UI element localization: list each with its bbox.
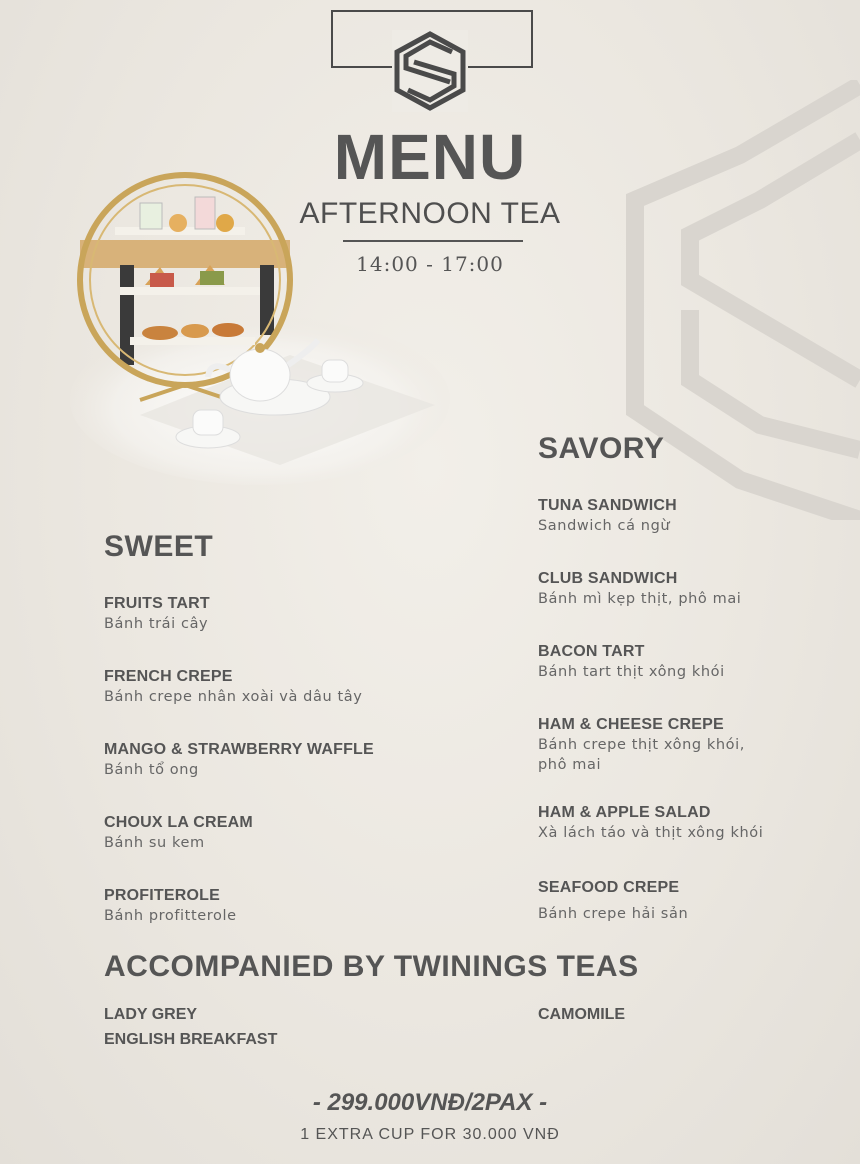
menu-item-desc: Bánh su kem bbox=[104, 835, 205, 851]
menu-item-desc: Xà lách táo và thịt xông khói bbox=[538, 825, 764, 841]
menu-item-desc: Bánh crepe hải sản bbox=[538, 906, 689, 922]
menu-item bbox=[538, 570, 858, 609]
sweet-heading: SWEET bbox=[104, 530, 214, 563]
menu-item bbox=[538, 643, 858, 682]
teas-heading: ACCOMPANIED BY TWININGS TEAS bbox=[104, 950, 639, 983]
tea-item: CAMOMILE bbox=[538, 1006, 626, 1023]
menu-item-name: FRENCH CREPE bbox=[104, 668, 233, 685]
menu-item-name: SEAFOOD CREPE bbox=[538, 879, 680, 896]
menu-item-desc: Bánh profitterole bbox=[104, 908, 237, 924]
afternoon-tea-stand-photo bbox=[60, 165, 450, 485]
menu-item-name: TUNA SANDWICH bbox=[538, 497, 677, 514]
menu-item-name: FRUITS TART bbox=[104, 595, 210, 612]
price: - 299.000VNĐ/2PAX - bbox=[312, 1089, 548, 1116]
menu-item-name: HAM & APPLE SALAD bbox=[538, 804, 711, 821]
menu-item bbox=[538, 804, 858, 843]
savory-heading: SAVORY bbox=[538, 432, 665, 465]
menu-item bbox=[538, 879, 858, 924]
menu-subtitle: AFTERNOON TEA bbox=[299, 197, 561, 230]
menu-item bbox=[104, 595, 424, 634]
menu-item-desc: Sandwich cá ngừ bbox=[538, 518, 671, 534]
tea-item: ENGLISH BREAKFAST bbox=[104, 1031, 278, 1048]
menu-item-desc: Bánh trái cây bbox=[104, 616, 209, 632]
menu-item-desc: Bánh tart thịt xông khói bbox=[538, 664, 725, 680]
menu-item bbox=[538, 497, 858, 536]
menu-item-name: CLUB SANDWICH bbox=[538, 570, 678, 587]
menu-item bbox=[104, 887, 424, 926]
menu-item-name: BACON TART bbox=[538, 643, 645, 660]
menu-title: MENU bbox=[333, 121, 527, 193]
menu-item bbox=[538, 716, 778, 775]
menu-item-desc: Bánh crepe thịt xông khói, phô mai bbox=[538, 737, 745, 773]
menu-item-name: PROFITEROLE bbox=[104, 887, 220, 904]
menu-item bbox=[104, 814, 424, 853]
menu-item bbox=[104, 741, 424, 780]
menu-item bbox=[104, 668, 424, 707]
menu-item-name: CHOUX LA CREAM bbox=[104, 814, 253, 831]
tea-item: LADY GREY bbox=[104, 1006, 198, 1023]
hexagon-s-logo-icon bbox=[392, 30, 468, 112]
menu-item-desc: Bánh tổ ong bbox=[104, 762, 199, 778]
extra-cup-price: 1 EXTRA CUP FOR 30.000 VNĐ bbox=[300, 1126, 560, 1143]
menu-item-name: MANGO & STRAWBERRY WAFFLE bbox=[104, 741, 374, 758]
menu-item-desc: Bánh mì kẹp thịt, phô mai bbox=[538, 591, 742, 607]
menu-item-desc: Bánh crepe nhân xoài và dâu tây bbox=[104, 689, 363, 705]
service-hours: 14:00 - 17:00 bbox=[356, 252, 504, 276]
menu-item-name: HAM & CHEESE CREPE bbox=[538, 716, 724, 733]
